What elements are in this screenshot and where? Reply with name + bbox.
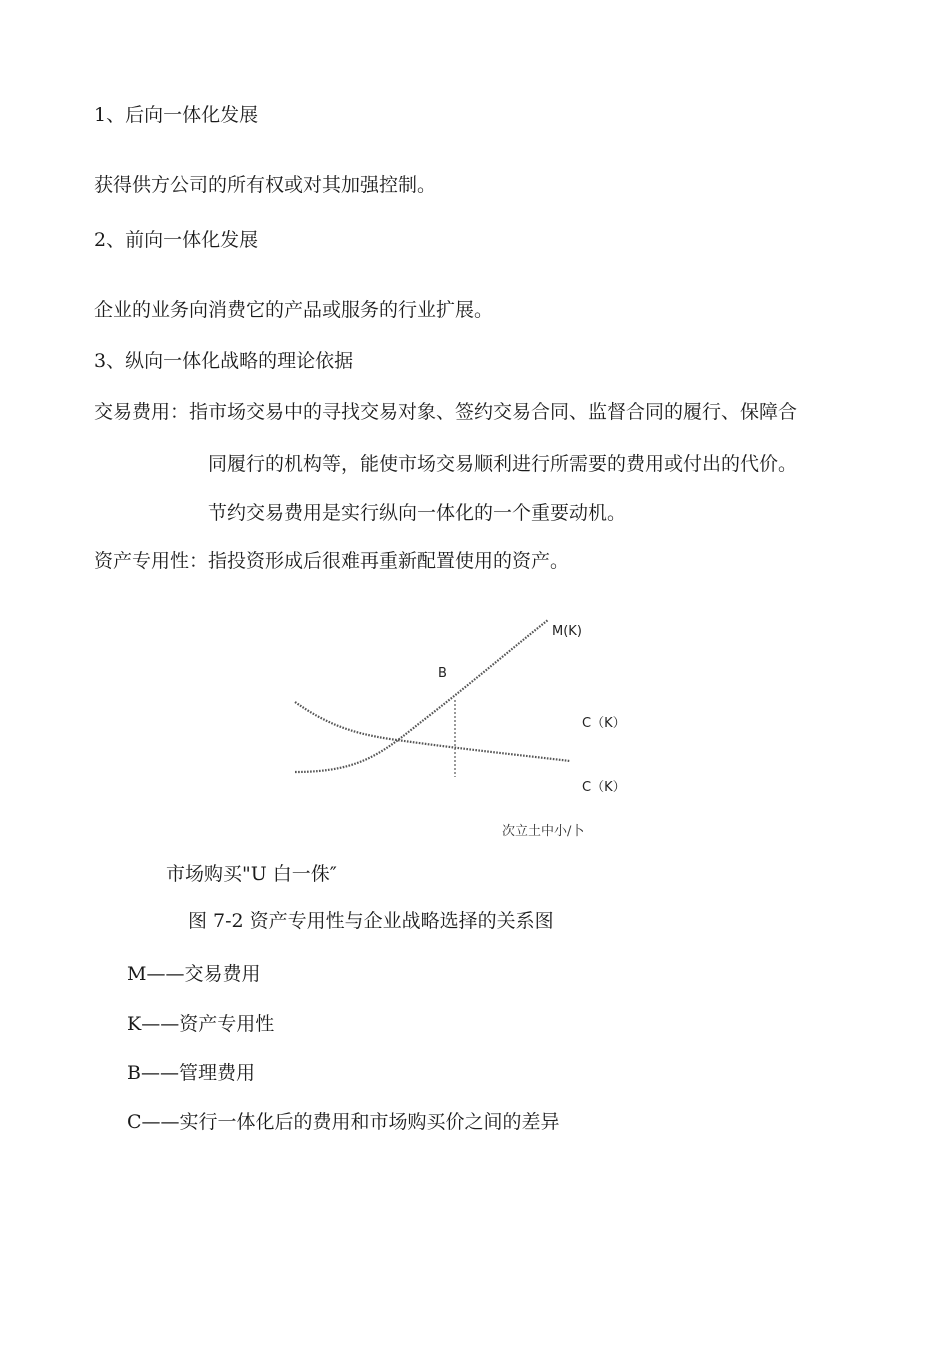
legend-item-b: B——管理费用 — [127, 1062, 255, 1084]
section-2-heading: 2、前向一体化发展 — [94, 229, 259, 251]
legend-item-c: C——实行一体化后的费用和市场购买价之间的差异 — [127, 1111, 560, 1133]
market-purchase-caption: 市场购买"U 白一侏″ — [166, 863, 337, 885]
c-upper-label: C（K） — [582, 716, 626, 731]
transaction-cost-motive: 节约交易费用是实行纵向一体化的一个重要动机。 — [208, 502, 627, 524]
axis-caption: 次立土中小/卜 — [502, 824, 585, 839]
asset-specificity-definition: 资产专用性：指投资形成后很难再重新配置使用的资产。 — [94, 550, 570, 572]
legend-item-m: M——交易费用 — [127, 963, 261, 985]
b-label: B — [438, 666, 447, 681]
section-1-heading: 1、后向一体化发展 — [94, 104, 259, 126]
c-lower-label: C（K） — [582, 780, 626, 795]
section-2-body: 企业的业务向消费它的产品或服务的行业扩展。 — [94, 299, 494, 321]
c-curve — [295, 702, 570, 761]
transaction-cost-definition: 交易费用：指市场交易中的寻找交易对象、签约交易合同、监督合同的履行、保障合 — [94, 401, 798, 423]
m-curve — [295, 620, 548, 772]
section-1-body: 获得供方公司的所有权或对其加强控制。 — [94, 174, 437, 196]
asset-specificity-chart — [280, 615, 660, 795]
legend-item-k: K——资产专用性 — [127, 1013, 275, 1035]
transaction-cost-definition-cont: 同履行的机构等，能使市场交易顺利进行所需要的费用或付出的代价。 — [208, 453, 798, 475]
figure-caption: 图 7-2 资产专用性与企业战略选择的关系图 — [188, 910, 554, 932]
section-3-heading: 3、纵向一体化战略的理论依据 — [94, 350, 354, 372]
m-curve-label: M(K) — [552, 624, 582, 639]
